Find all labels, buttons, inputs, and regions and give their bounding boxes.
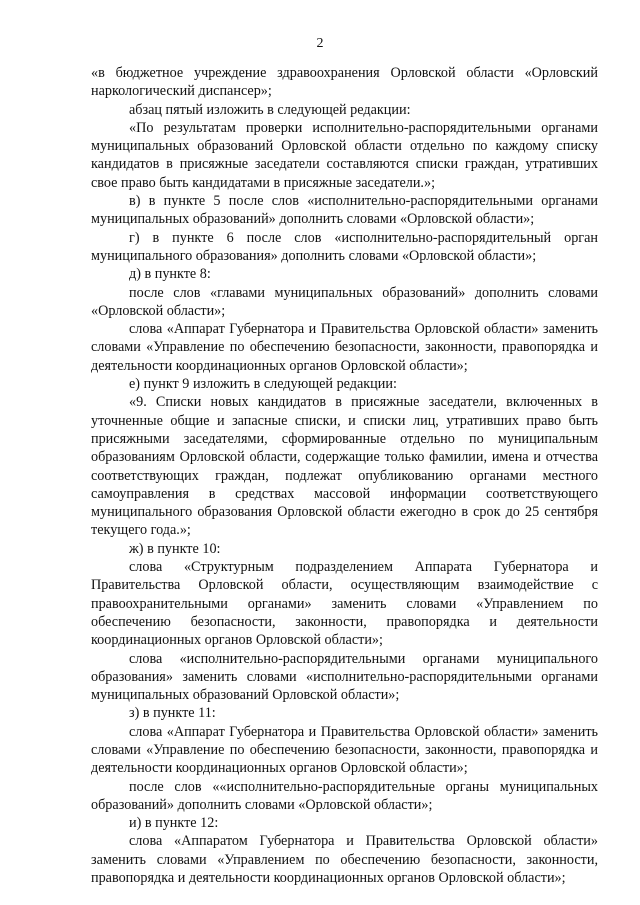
paragraph: слова «Структурным подразделением Аппарата Губернатора и Правительства Орловской области, осуществляющим взаимодействие с правоохранительными органами» заменить словами «Управлением по обеспечению безопасности, законности, правопорядка и деятельности координационных органов Орловской области»; [91,559,598,649]
paragraph: з) в пункте 11: [129,705,216,722]
page-number: 2 [316,36,324,51]
paragraph: и) в пункте 12: [129,815,219,832]
paragraph: в) в пункте 5 после слов «исполнительно-распорядительными органами муниципальных образований» дополнить словами «Орловской области»; [91,193,598,228]
paragraph: слова «Аппарат Губернатора и Правительства Орловской области» заменить словами «Управление по обеспечению безопасности, законности, правопорядка и деятельности координационных органов Орловской области»; [91,723,598,777]
paragraph: ж) в пункте 10: [129,540,221,557]
paragraph: абзац пятый изложить в следующей редакции: [129,101,411,118]
paragraph: «9. Списки новых кандидатов в присяжные заседатели, включенных в уточненные общие и запасные списки, и списки лиц, утративших право быть присяжными заседателями, сформированные отдельно по муниципальным образованиям Орловской области, содержащие только фамилии, имена и отчества соответствующих граждан, подлежат опубликованию органами местного самоуправления в средствах массовой информации соответствующего муниципального образования Орловской области ежегодно в срок до 25 сентября текущего года.»; [91,394,598,539]
paragraph: слова «Аппаратом Губернатора и Правительства Орловской области» заменить словами «Управлением по обеспечению безопасности, законности, правопорядка и деятельности координационных органов Орловской области»; [91,833,598,887]
paragraph: «По результатам проверки исполнительно-распорядительными органами муниципальных образований Орловской области отдельно по каждому списку кандидатов в присяжные заседатели составляются списки граждан, утративших свое право быть кандидатами в присяжные заседатели.»; [91,119,598,191]
document-body [91,64,598,887]
paragraph: д) в пункте 8: [129,266,211,283]
paragraph: г) в пункте 6 после слов «исполнительно-распорядительный орган муниципального образования» дополнить словами «Орловской области»; [91,229,598,264]
paragraph: е) пункт 9 изложить в следующей редакции: [129,376,397,393]
paragraph: после слов ««исполнительно-распорядительные органы муниципальных образований» дополнить словами «Орловской области»; [91,778,598,813]
paragraph: слова «Аппарат Губернатора и Правительства Орловской области» заменить словами «Управление по обеспечению безопасности, законности, правопорядка и деятельности координационных органов Орловской области»; [91,321,598,374]
paragraph: после слов «главами муниципальных образований» дополнить словами «Орловской области»; [91,284,598,319]
paragraph: слова «исполнительно-распорядительными органами муниципального образования» заменить словами «исполнительно-распорядительными органами муниципальных образований Орловской области»; [91,650,598,704]
paragraph: «в бюджетное учреждение здравоохранения Орловской области «Орловский наркологический диспансер»; [91,65,598,100]
